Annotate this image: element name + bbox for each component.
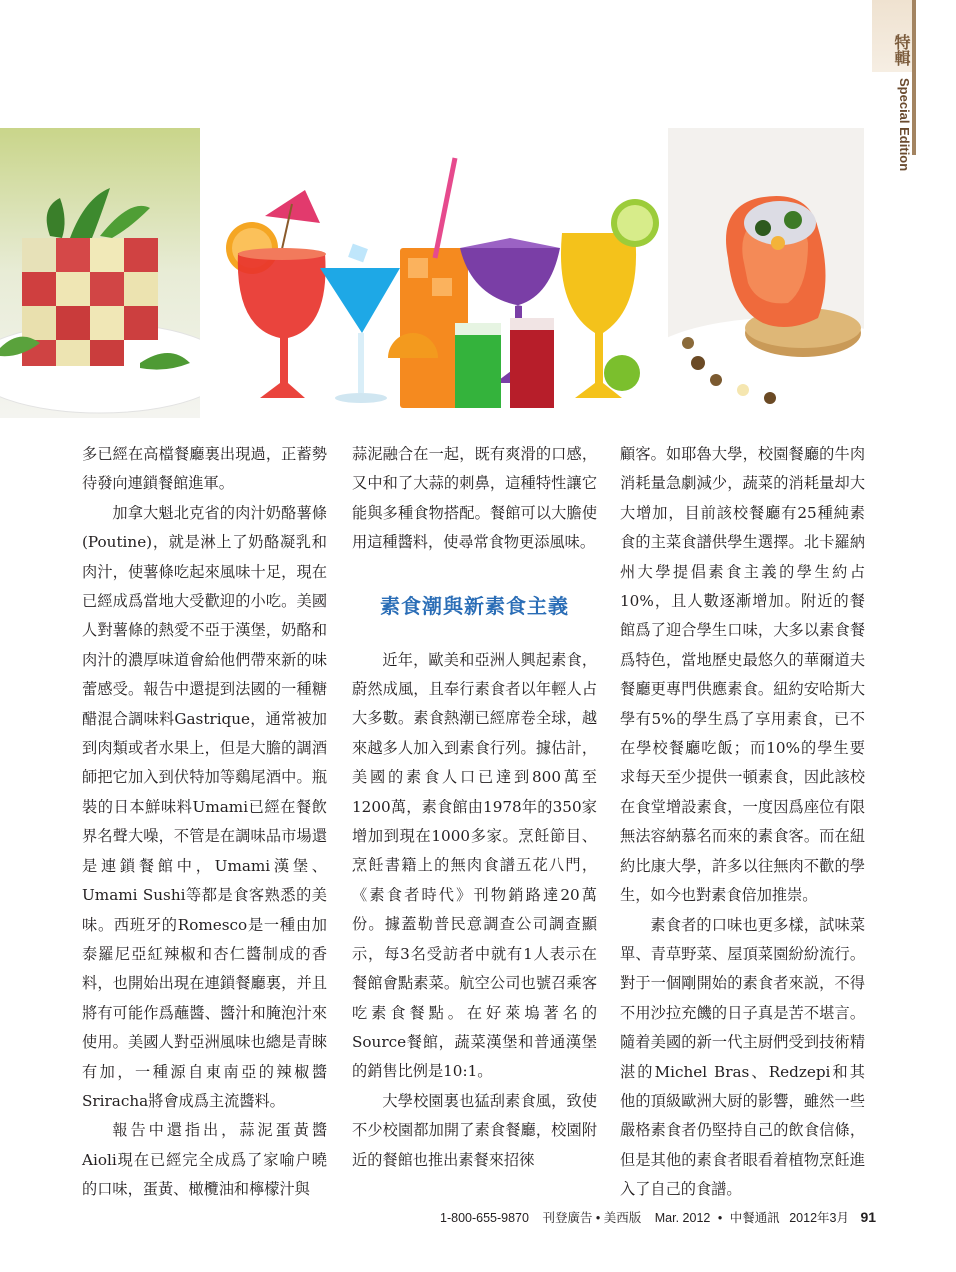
tab-chinese-label: 特輯: [892, 34, 911, 66]
paragraph: 大學校園裏也猛刮素食風，致使不少校園都加開了素食餐廳，校園附近的餐館也推出素餐來招徠: [352, 1091, 597, 1169]
article-column-2: [352, 440, 597, 1175]
page-number: 91: [860, 1209, 877, 1225]
paragraph: 顧客。如耶魯大學，校園餐廳的牛肉消耗量急劇減少，蔬菜的消耗量却大大增加，目前該校餐廳有25種純素食的主菜食譜供學生選擇。北卡羅納州大學提倡素食主義的學生約占10%，且人數逐漸增加。附近的餐館爲了迎合學生口味，大多以素食餐爲特色，當地歷史最悠久的華爾道夫餐廳更專門供應素食。紐約安哈斯大學有5%的學生爲了享用素食，已不在學校餐廳吃飯；而10%的學生要求每天至少提供一頓素食，因此該校在食堂增設素食，一度因爲座位有限無法容納慕名而來的素食客。而在紐約比康大學，許多以往無肉不歡的學生，如今也對素食倍加推崇。: [620, 445, 865, 905]
footer-bullet: •: [717, 1211, 723, 1225]
paragraph: 蒜泥融合在一起，既有爽滑的口感，又中和了大蒜的刺鼻，這種特性讓它能與多種食物搭配。餐館可以大膽使用這種醬料，使尋常食物更添風味。: [352, 445, 597, 552]
paragraph: 近年，歐美和亞洲人興起素食，蔚然成風，且奉行素食者以年輕人占大多數。素食熱潮已經席卷全球，越來越多人加入到素食行列。據估計，美國的素食人口已達到800萬至1200萬，素食館由1978年的350家增加到現在1000多家。烹飪節目、烹飪書籍上的無肉食譜五花八門，《素食者時代》刊物銷路達20萬份。據蓋勒普民意調查公司調查顯示，每3名受訪者中就有1人表示在餐館會點素菜。航空公司也號召乘客吃素食餐點。在好萊塢著名的Source餐館，蔬菜漢堡和普通漢堡的銷售比例是10:1。: [352, 650, 597, 1081]
article-column-3: [620, 440, 865, 1205]
article-column-1: [82, 440, 327, 1205]
paragraph: 多已經在高檔餐廳裏出現過，正蓄勢待發向連鎖餐館進軍。: [82, 445, 327, 493]
footer-phone: 1-800-655-9870: [440, 1211, 529, 1225]
paragraph: 報告中還指出，蒜泥蛋黃醬Aioli現在已經完全成爲了家喻户曉的口味，蛋黃、橄欖油和檸檬汁與: [82, 1121, 327, 1199]
footer-ad-text: 刊登廣告 • 美西版: [542, 1211, 642, 1225]
paragraph: 加拿大魁北克省的肉汁奶酪薯條(Poutine)，就是淋上了奶酪凝乳和肉汁，使薯條吃起來風味十足，現在已經成爲當地大受歡迎的小吃。美國人對薯條的熱愛不亞于漢堡，奶酪和肉汁的濃厚味道會給他們帶來新的味蕾感受。報告中還提到法國的一種糖醋混合調味料Gastrique，通常被加到肉類或者水果上，但是大膽的調酒師把它加入到伏特加等鷄尾酒中。瓶裝的日本鮮味料Umami已經在餐飲界名聲大噪，不管是在調味品市場還是連鎖餐館中，Umami漢堡、Umami Sushi等都是食客熟悉的美味。西班牙的Romesco是一種由加泰羅尼亞紅辣椒和杏仁醬制成的香料，也開始出現在連鎖餐廳裏，并且將有可能作爲蘸醬、醬汁和腌泡汁來使用。美國人對亞洲風味也總是青睞有加，一種源自東南亞的辣椒醬Sriracha將會成爲主流醬料。: [82, 503, 327, 1110]
salmon-dish-photo: [668, 128, 864, 418]
footer-date-en: Mar. 2012: [654, 1211, 711, 1225]
section-heading: 素食潮與新素食主義: [380, 593, 569, 618]
footer-publication: 中餐通訊: [729, 1211, 780, 1225]
tab-english-label: Special Edition: [897, 78, 912, 172]
page-footer: [440, 1208, 877, 1230]
footer-date-cn: 2012年3月: [789, 1211, 849, 1225]
paragraph: 素食者的口味也更多樣，試味菜單、青草野菜、屋頂菜園紛紛流行。對于一個剛開始的素食者來説，不得不用沙拉充饑的日子真是苦不堪言。隨着美國的新一代主厨們受到技術精湛的Michel Bras、Redzepi和其他的頂級歐洲大厨的影響，雖然一些嚴格素食者仍堅持自己的飲食信條，但是其他的素食者眼看着植物烹飪進入了自己的食譜。: [620, 915, 865, 1199]
salad-photo: [0, 128, 200, 418]
cocktails-photo: [210, 128, 665, 418]
section-tab: [872, 0, 916, 172]
